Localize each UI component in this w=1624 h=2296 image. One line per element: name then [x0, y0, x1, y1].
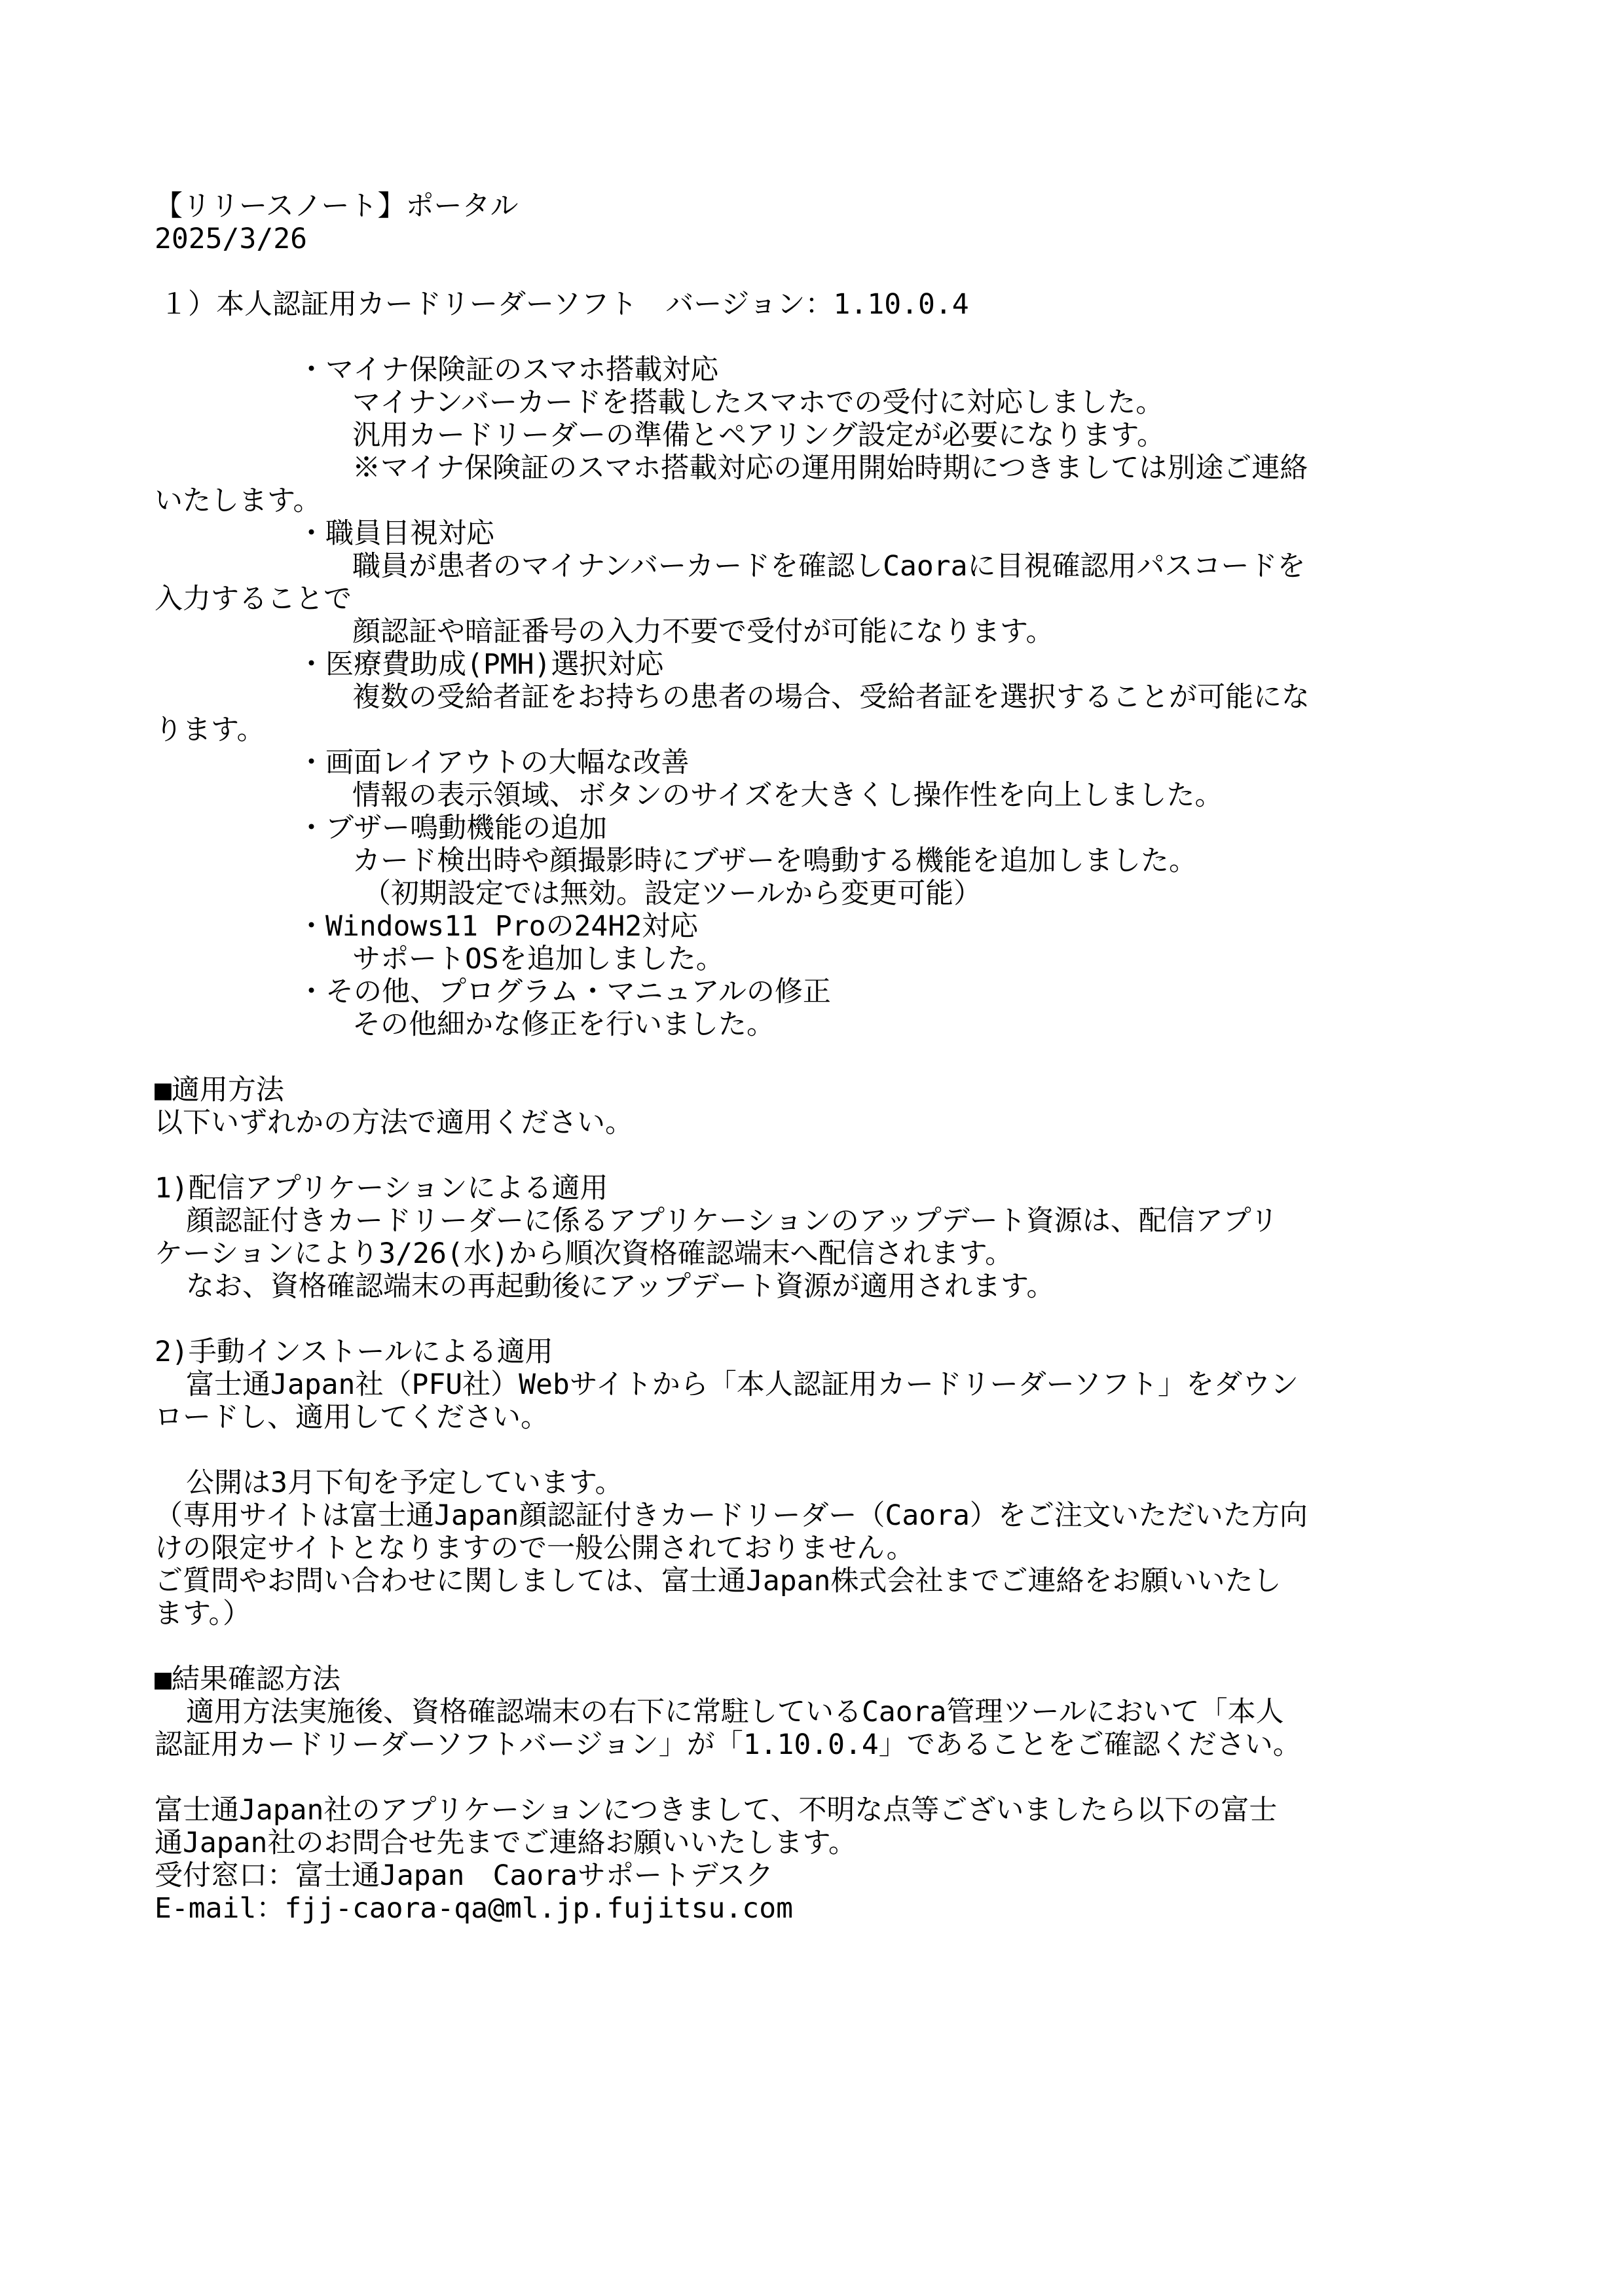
release-note-document	[155, 190, 1490, 1925]
feature-title-visual-check: ・職員目視対応	[297, 517, 494, 550]
method-2-text: ご質問やお問い合わせに関しましては、富士通Japan株式会社までご連絡をお願いいたし	[155, 1565, 1282, 1597]
feature-text-wrap: 入力することで	[155, 583, 352, 615]
feature-text: カード検出時や顔撮影時にブザーを鳴動する機能を追加しました。	[352, 845, 1197, 877]
support-email[interactable]: E-mail：fjj-caora-qa@ml.jp.fujitsu.com	[155, 1892, 793, 1925]
method-2-text: （専用サイトは富士通Japan顔認証付きカードリーダー（Caora）をご注文いただいた方向	[155, 1499, 1308, 1532]
feature-title-windows: ・Windows11 Proの24H2対応	[297, 910, 699, 943]
feature-text: 情報の表示領域、ボタンのサイズを大きくし操作性を向上しました。	[352, 779, 1223, 812]
apply-heading: ■適用方法	[155, 1074, 284, 1106]
spacer	[155, 1041, 1490, 1074]
spacer	[155, 1303, 1490, 1336]
feature-title-layout: ・画面レイアウトの大幅な改善	[297, 746, 690, 779]
feature-text: 顔認証や暗証番号の入力不要で受付が可能になります。	[352, 615, 1054, 648]
feature-note: （初期設定では無効。設定ツールから変更可能）	[363, 877, 982, 910]
feature-text-wrap: いたします。	[155, 484, 322, 517]
spacer	[155, 321, 1490, 354]
spacer	[155, 1434, 1490, 1467]
confirm-text: 適用方法実施後、資格確認端末の右下に常駐しているCaora管理ツールにおいて「本人	[186, 1696, 1284, 1728]
feature-text: サポートOSを追加しました。	[352, 943, 724, 975]
feature-text: マイナンバーカードを搭載したスマホでの受付に対応しました。	[352, 386, 1164, 419]
confirm-text: 認証用カードリーダーソフトバージョン」が「1.10.0.4」であることをご確認ください。	[155, 1728, 1301, 1761]
contact-text: 富士通Japan社のアプリケーションにつきまして、不明な点等ございましたら以下の富士	[155, 1794, 1278, 1827]
feature-text-wrap: ります。	[155, 714, 265, 746]
feature-text: 汎用カードリーダーの準備とペアリング設定が必要になります。	[352, 419, 1165, 452]
method-2-text: けの限定サイトとなりますので一般公開されておりません。	[155, 1532, 915, 1565]
spacer	[155, 1139, 1490, 1172]
method-1-title: 1)配信アプリケーションによる適用	[155, 1172, 608, 1205]
feature-text: 職員が患者のマイナンバーカードを確認しCaoraに目視確認用パスコードを	[352, 550, 1306, 583]
document-title: 【リリースノート】ポータル	[155, 190, 519, 223]
feature-text: ※マイナ保険証のスマホ搭載対応の運用開始時期につきましては別途ご連絡	[352, 452, 1308, 484]
method-2-text: 公開は3月下旬を予定しています。	[186, 1467, 623, 1499]
method-2-text: ます。）	[155, 1597, 251, 1630]
spacer	[155, 1761, 1490, 1794]
method-2-title: 2)手動インストールによる適用	[155, 1336, 553, 1368]
method-2-text: ロードし、適用してください。	[155, 1401, 549, 1434]
method-1-text: ケーションにより3/26(水)から順次資格確認端末へ配信されます。	[155, 1237, 1014, 1270]
feature-title-pmh: ・医療費助成(PMH)選択対応	[297, 648, 664, 681]
spacer	[155, 1630, 1490, 1663]
confirm-heading: ■結果確認方法	[155, 1663, 341, 1696]
feature-text: 複数の受給者証をお持ちの患者の場合、受給者証を選択することが可能にな	[352, 681, 1310, 714]
method-1-text: 顔認証付きカードリーダーに係るアプリケーションのアップデート資源は、配信アプリ	[186, 1205, 1278, 1237]
apply-intro: 以下いずれかの方法で適用ください。	[155, 1106, 633, 1139]
feature-text: その他細かな修正を行いました。	[352, 1008, 775, 1041]
feature-title-other: ・その他、プログラム・マニュアルの修正	[297, 975, 831, 1008]
method-1-text: なお、資格確認端末の再起動後にアップデート資源が適用されます。	[186, 1270, 1055, 1303]
method-2-text: 富士通Japan社（PFU社）Webサイトから「本人認証用カードリーダーソフト」をダウン	[186, 1368, 1299, 1401]
section-1-heading: １）本人認証用カードリーダーソフト バージョン：1.10.0.4	[160, 288, 969, 321]
spacer	[155, 255, 1490, 288]
feature-title-buzzer: ・ブザー鳴動機能の追加	[297, 812, 607, 845]
support-desk: 受付窓口：富士通Japan Caoraサポートデスク	[155, 1859, 774, 1892]
contact-text: 通Japan社のお問合せ先までご連絡お願いいたします。	[155, 1827, 857, 1859]
feature-title-smartphone: ・マイナ保険証のスマホ搭載対応	[297, 354, 719, 386]
release-date: 2025/3/26	[155, 223, 307, 255]
